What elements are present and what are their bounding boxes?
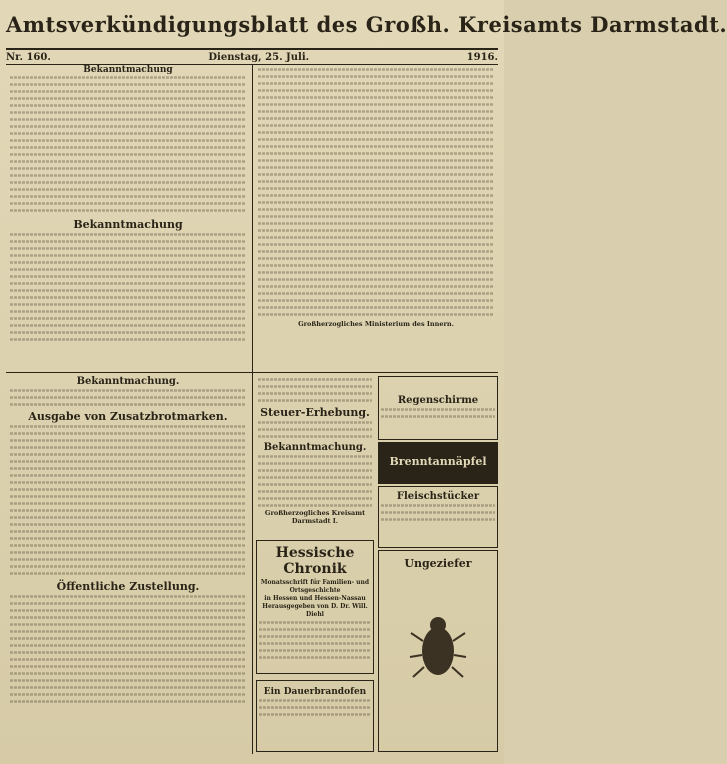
fleisch-ad xyxy=(378,486,498,548)
issue-year: 1916. xyxy=(466,51,498,63)
bekannt-title: Bekanntmachung. xyxy=(263,442,367,453)
issue-bar xyxy=(6,48,498,65)
ads-column xyxy=(378,376,498,756)
kreisamt-signature: Großherzogliches Kreisamt Darmstadt I. xyxy=(264,509,366,525)
issue-number: Nr. 160. xyxy=(6,51,51,63)
steuer-title: Steuer-Erhebung. xyxy=(260,406,370,419)
section-divider xyxy=(6,372,498,373)
column-divider xyxy=(252,64,253,754)
hessische-title: Hessische Chronik xyxy=(275,545,355,577)
hessische-sub1: Monatsschrift für Familien- und Ortsgeschichte xyxy=(260,579,370,594)
notice-title-3: Bekanntmachung. xyxy=(76,376,180,387)
masthead: Amtsverkündigungsblatt des Großh. Kreisamts Darmstadt. xyxy=(6,12,727,37)
hessische-sub3: Herausgegeben von D. Dr. Will. Diehl xyxy=(262,603,368,618)
beetle-icon xyxy=(409,611,467,681)
left-lower-column xyxy=(8,376,248,756)
regenschirme-ad xyxy=(378,376,498,440)
notice-body-2 xyxy=(8,231,248,343)
hessische-sub2: in Hessen und Hessen-Nassau xyxy=(264,595,366,602)
brenntannapfel-title: Brenntannäpfel xyxy=(389,455,487,468)
right-upper-column xyxy=(256,66,496,368)
left-upper-column xyxy=(8,66,248,368)
zustellung-title: Öffentliche Zustellung. xyxy=(56,580,200,593)
ungeziefer-ad xyxy=(378,550,498,752)
notice-body xyxy=(8,74,248,214)
dauerbrand-ad xyxy=(256,680,374,752)
dauerbrand-title: Ein Dauerbrandofen xyxy=(263,687,367,697)
fleischstuecker-title: Fleischstücker xyxy=(396,491,480,502)
notice-title-2: Bekanntmachung xyxy=(73,218,183,231)
hessische-chronik-ad xyxy=(256,540,374,674)
notice-title: Bekanntmachung xyxy=(83,65,173,75)
middle-lower-column xyxy=(256,376,374,756)
ministry-signature: Großherzogliches Ministerium des Innern. xyxy=(298,320,454,328)
brenntannapfel-ad xyxy=(378,442,498,484)
issue-date: Dienstag, 25. Juli. xyxy=(208,51,310,63)
zusatzbrot-title: Ausgabe von Zusatzbrotmarken. xyxy=(28,410,228,423)
regenschirme-title: Regenschirme xyxy=(397,395,479,406)
ungeziefer-title: Ungeziefer xyxy=(404,557,472,570)
